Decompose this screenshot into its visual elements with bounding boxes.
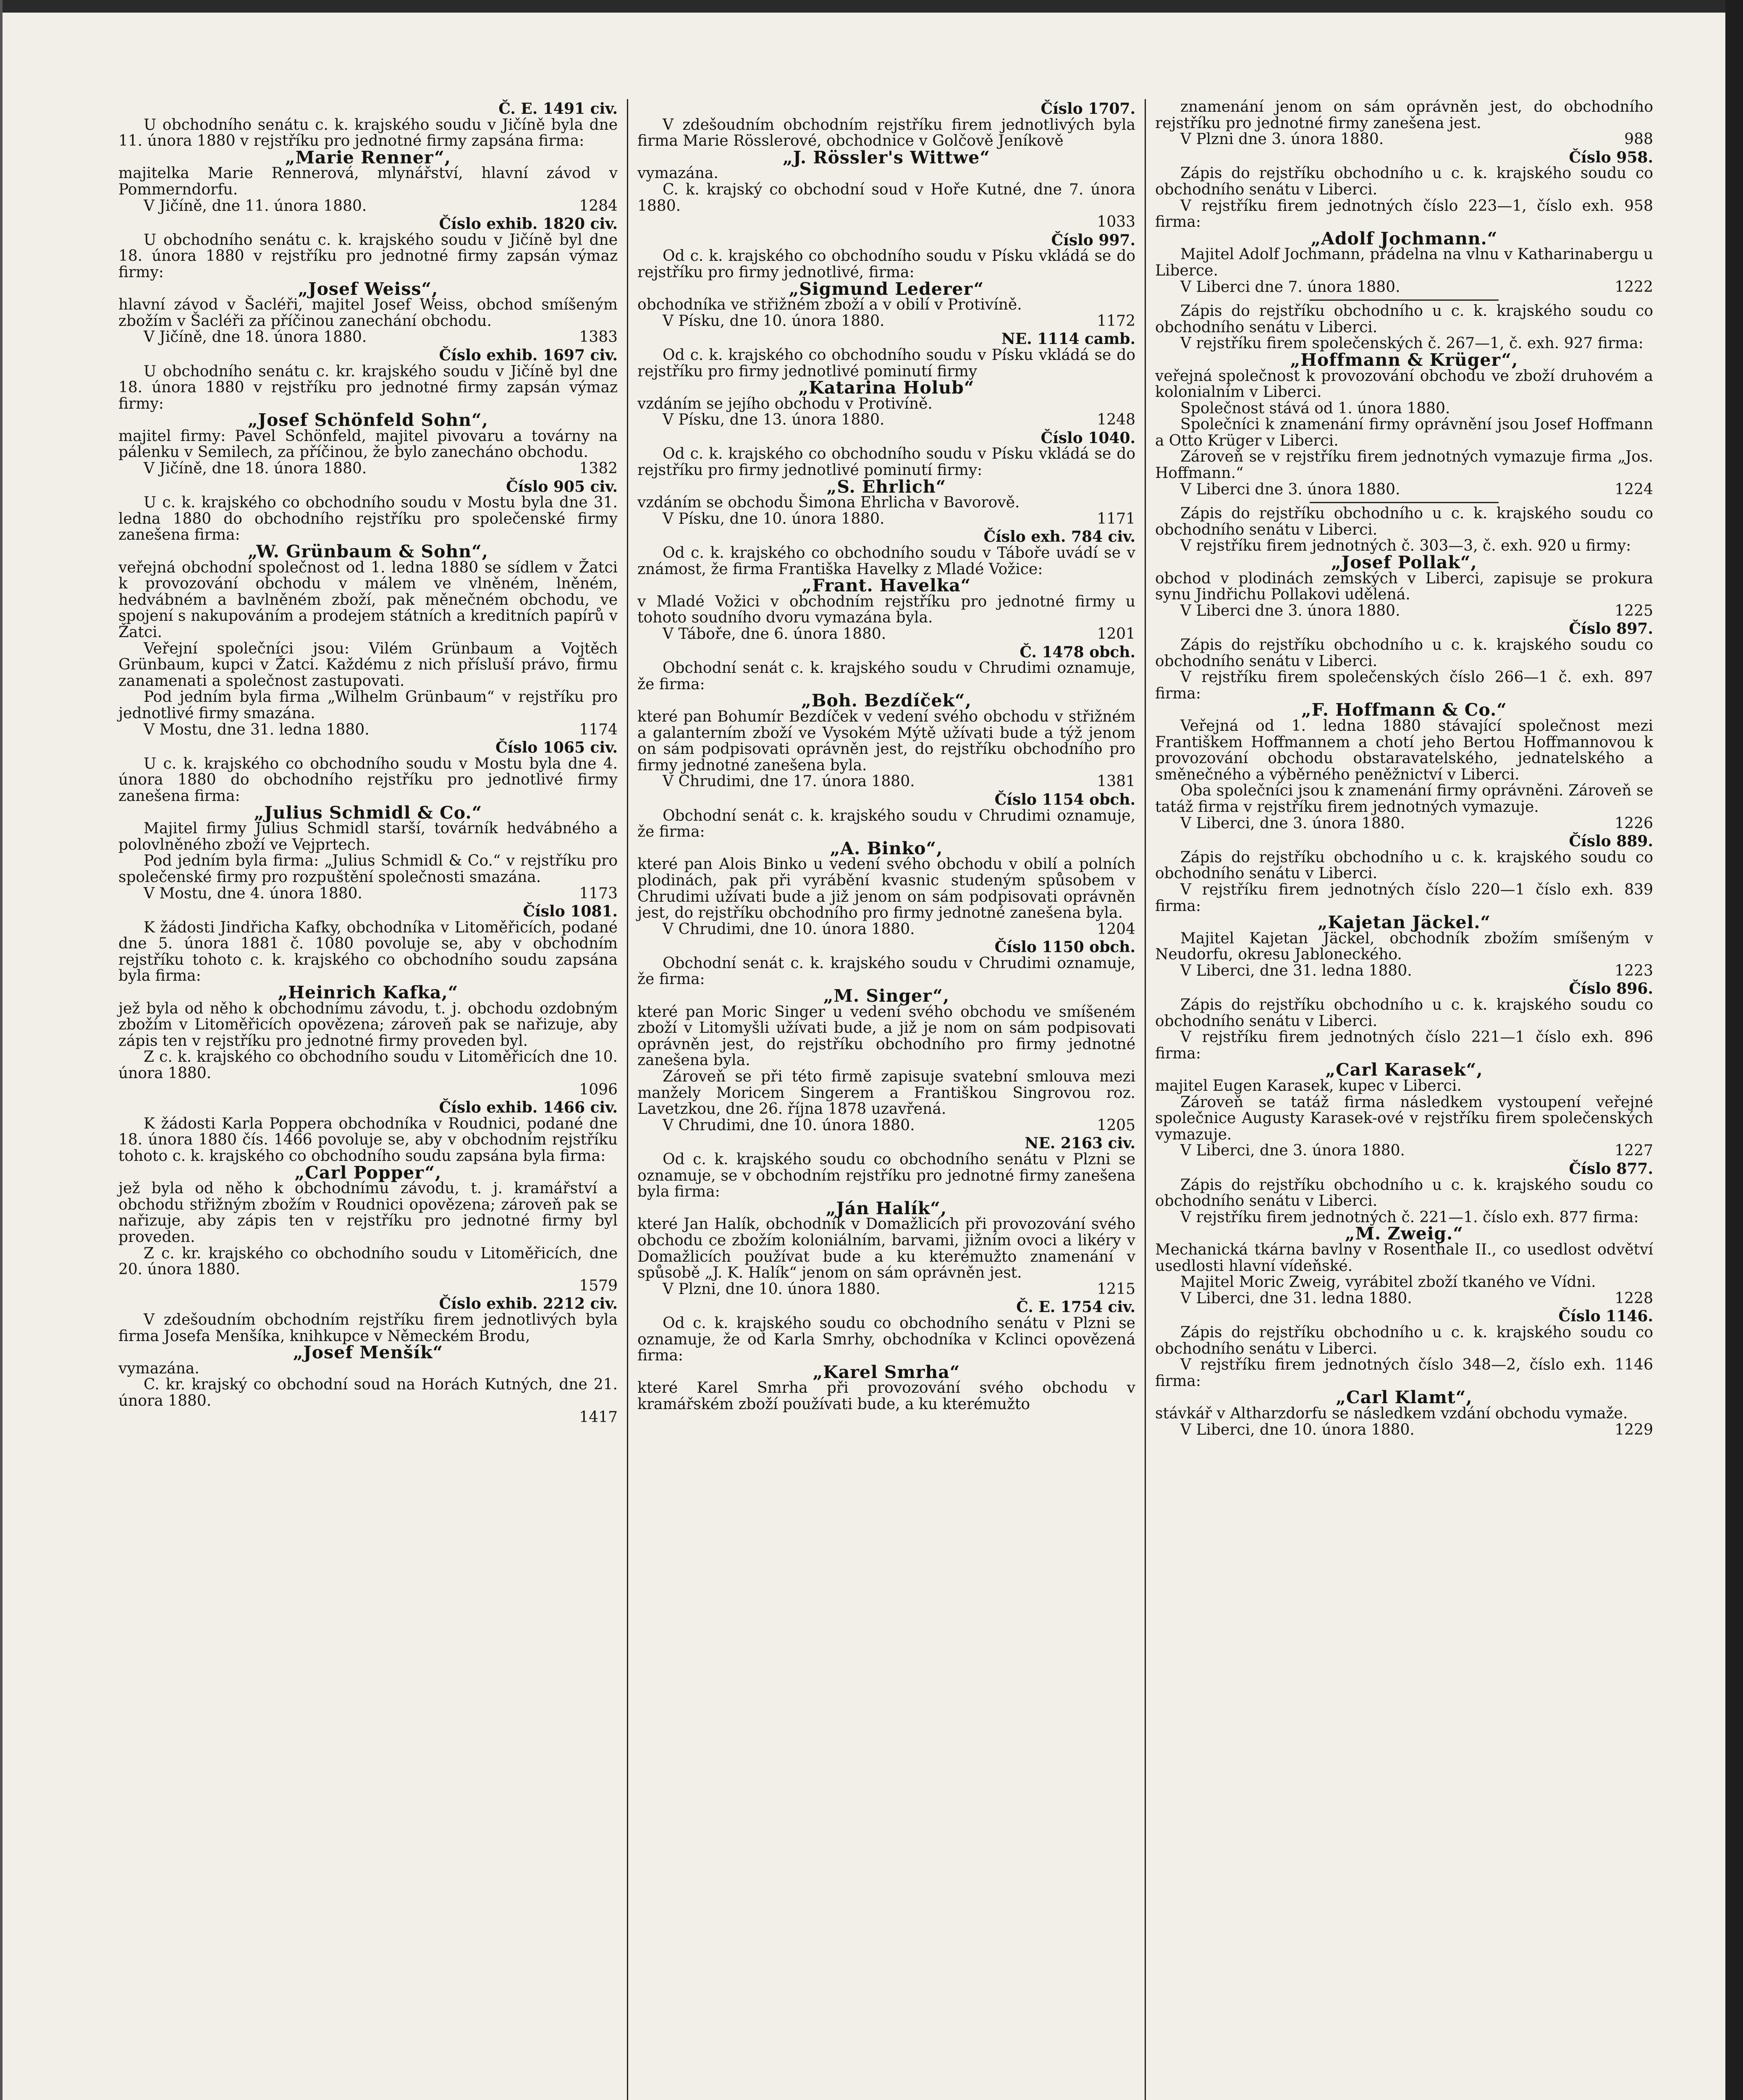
firm-name: „Marie Renner“, [285, 147, 451, 168]
reference-number: 1222 [1615, 278, 1653, 296]
scan-right-border [1725, 0, 1743, 2100]
entry-text: Majitel Adolf Jochmann, přádelna na vlnu v Katharinabergu u Liberce. [1155, 246, 1653, 279]
entry-text: veřejná obchodní společnost od 1. ledna 1880 se sídlem v Žatci k provozování obchodu v málem ve vlněném, lněném, hedvábném a bavlněném zboží, pak měnečném obchodu, ve spojení s nakupováním a prodejem státních a kreditních papírů v Žatci. [118, 559, 618, 641]
reference-number: 1224 [1615, 480, 1653, 498]
reference-number: 1033 [1097, 213, 1135, 231]
column-1 [109, 99, 627, 2100]
entry-text: C. kr. krajský co obchodní soud na Horách Kutných, dne 21. února 1880. [118, 1376, 618, 1410]
entry-text: jež byla od něho k obchodnímu závodu, t. j. obchodu ozdobným zbožím v Litoměřicích opovězena; zároveň pak se nařizuje, aby zápis ten v rejstříku pro jednotné firmy proveden byl. [118, 1000, 618, 1050]
place-date: V Liberci, dne 10. února 1880. [1180, 1421, 1415, 1438]
entry-signature [118, 461, 618, 477]
entry-paragraph: Od c. k. krajského co obchodního soudu v Písku vkládá se do rejstříku pro firmy jednotlivé, firma: [637, 247, 1135, 281]
entry-text: které Jan Halík, obchodník v Domažlicích při provozování svého obchodu ce zbožím koloniálním, barvami, jižním ovoci a likéry v Domažlicích používat bude a ku kterémužto znamenání v spůsobě „J. K. Halík“ jenom on sám oprávněn jest. [637, 1215, 1135, 1282]
firm-name: „Josef Menšík“ [293, 1342, 443, 1363]
firm-name: „Sigmund Lederer“ [789, 278, 984, 299]
firm-name: „Carl Karasek“, [1325, 1060, 1483, 1080]
column-3 [1145, 99, 1662, 2100]
firm-name: „Carl Klamt“, [1336, 1387, 1473, 1408]
scan-top-border [0, 0, 1743, 13]
entry-signature [1155, 482, 1653, 498]
entry-signature [118, 198, 618, 215]
entry-number: Číslo exhib. 2212 civ. [439, 1295, 618, 1313]
entry-paragraph: Zápis do rejstříku obchodního u c. k. krajského soudu co obchodního senátu v Liberci. [1155, 165, 1653, 198]
reference-number: 1229 [1615, 1421, 1653, 1438]
entry-number: Číslo 997. [1051, 231, 1135, 249]
entry-paragraph: V rejstříku firem jednotných č. 303—3, č. exh. 920 u firmy: [1180, 537, 1631, 555]
entry-paragraph: Zápis do rejstříku obchodního u c. k. krajského soudu co obchodního senátu v Liberci. [1155, 848, 1653, 882]
entry-signature [637, 214, 1135, 231]
entry-number: Číslo 1150 obch. [994, 938, 1135, 956]
reference-number: 1226 [1615, 814, 1653, 832]
reference-number: 988 [1624, 131, 1653, 148]
place-date: V Táboře, dne 6. února 1880. [663, 625, 886, 643]
firm-name: „Boh. Bezdíček“, [801, 690, 972, 711]
entry-number: Č. 1478 obch. [1020, 643, 1135, 661]
reference-number: 1382 [579, 460, 618, 478]
entry-number: Číslo 897. [1569, 620, 1653, 638]
entry-signature [118, 1410, 618, 1426]
firm-name: „Julius Schmidl & Co.“ [254, 802, 482, 823]
firm-name: „Karel Smrha“ [813, 1362, 960, 1382]
entry-signature [637, 511, 1135, 528]
entry-paragraph: Zápis do rejstříku obchodního u c. k. krajského soudu co obchodního senátu v Liberci. [1155, 996, 1653, 1030]
entry-text: Majitel Kajetan Jäckel, obchodník zbožím smíšeným v Neudorfu, okresu Jabloneckého. [1155, 929, 1653, 963]
firm-name: „Heinrich Kafka,“ [278, 982, 459, 1003]
firm-name: „Katarina Holub“ [798, 378, 975, 398]
place-date: V Písku, dne 10. února 1880. [663, 312, 885, 330]
entry-text: které pan Bohumír Bezdíček v vedení svého obchodu v střižném a galanterním zboží ve Vysokém Mýtě užívati bude a týž jenom on sám podpisovati oprávněn jest, do rejstříku obchodního pro firmy jednotné zanešena byla. [637, 708, 1135, 774]
entry-number: Číslo 889. [1569, 832, 1653, 850]
firm-name: „A. Binko“, [830, 838, 943, 858]
reference-number: 1096 [579, 1081, 618, 1098]
entry-paragraph: Obchodní senát c. k. krajského soudu v Chrudimi oznamuje, že firma: [637, 954, 1135, 988]
entry-text: stávkář v Altharzdorfu se následkem vzdání obchodu vymaže. [1155, 1404, 1628, 1422]
firm-name: „W. Grünbaum & Sohn“, [248, 541, 488, 562]
reference-number: 1579 [579, 1277, 618, 1294]
entry-signature [637, 626, 1135, 643]
reference-number: 1227 [1615, 1142, 1653, 1160]
entry-paragraph: V rejstříku firem jednotných číslo 223—1, číslo exh. 958 firma: [1155, 197, 1653, 231]
firm-name: „S. Ehrlich“ [826, 476, 946, 497]
entry-text: obchodníka ve střižném zboží a v obilí v Protivíně. [637, 296, 1022, 314]
firm-name: „Hoffmann & Krüger“, [1290, 349, 1518, 370]
entry-number: Č. E. 1754 civ. [1016, 1298, 1135, 1316]
firm-name: „J. Rössler's Wittwe“ [783, 147, 990, 168]
reference-number: 1201 [1097, 625, 1135, 643]
entry-signature [1155, 1291, 1653, 1307]
entry-number: Číslo 1065 civ. [495, 739, 618, 757]
scan-left-border [0, 0, 3, 2100]
place-date: V Jičíně, dne 18. února 1880. [144, 460, 367, 478]
entry-text: Pod jedním byla firma: „Julius Schmidl & Co.“ v rejstříku pro společenské firmy pro rozpuštění společnosti smazána. [118, 852, 618, 886]
entry-number: Číslo 1040. [1041, 429, 1135, 447]
entry-signature [637, 1118, 1135, 1134]
entry-signature [1155, 131, 1653, 148]
entry-paragraph: V rejstříku firem jednotných číslo 348—2, číslo exh. 1146 firma: [1155, 1356, 1653, 1390]
reference-number: 1171 [1097, 510, 1135, 528]
entry-paragraph: Od c. k. krajského co obchodního soudu v Písku vkládá se do rejstříku pro firmy jednotlivé pominutí firmy [637, 346, 1135, 380]
entry-paragraph: Zápis do rejstříku obchodního u c. k. krajského soudu co obchodního senátu v Liberci. [1155, 1176, 1653, 1210]
entry-number: NE. 2163 civ. [1025, 1134, 1135, 1152]
place-date: V Jičíně, dne 18. února 1880. [144, 328, 367, 346]
entry-number: Číslo exhib. 1466 civ. [439, 1099, 618, 1117]
reference-number: 1383 [579, 328, 618, 346]
entry-paragraph: V zdešoudním obchodním rejstříku firem jednotlivých byla firma Marie Rösslerové, obchodnice v Golčově Jeníkově [637, 116, 1135, 150]
entry-number: Číslo exhib. 1820 civ. [439, 215, 618, 233]
firm-name: „Carl Popper“, [294, 1162, 442, 1183]
reference-number: 1172 [1097, 312, 1135, 330]
entry-text: veřejná společnost k provozování obchodu ve zboží druhovém a kolonialním v Liberci. [1155, 367, 1653, 401]
place-date: V Plzni dne 3. února 1880. [1180, 131, 1384, 148]
entry-signature [118, 1278, 618, 1294]
entry-text: Mechanická tkárna bavlny v Rosenthale II., co usedlost odvětví usedlosti hlavní vídeňské. [1155, 1241, 1653, 1275]
reference-number: 1284 [579, 197, 618, 215]
entry-text: Z c. kr. krajského co obchodního soudu v Litoměřicích, dne 20. února 1880. [118, 1244, 618, 1278]
place-date: V Mostu, dne 31. ledna 1880. [144, 721, 370, 738]
entry-signature [118, 329, 618, 346]
entry-text: které pan Alois Binko u vedení svého obchodu v obilí a polních plodinách, pak při vyrábění kvasnic studeným spůsobem v Chrudimi užívati bude a již jenom on sám podpisovati oprávněn jest, do rejstříku obchodního pro firmy jednotné zanešena byla. [637, 856, 1135, 922]
entry-signature [637, 313, 1135, 330]
firm-name: „Ján Halík“, [826, 1198, 947, 1218]
place-date: V Jičíně, dne 11. února 1880. [144, 197, 367, 215]
entry-number: Číslo 877. [1569, 1160, 1653, 1178]
place-date: V Liberci, dne 3. února 1880. [1180, 814, 1405, 832]
entry-paragraph: V rejstříku firem jednotných číslo 220—1 číslo exh. 839 firma: [1155, 881, 1653, 915]
entry-text: které Karel Smrha při provozování svého obchodu v kramářském zboží používati bude, a ku kterémužto [637, 1379, 1135, 1413]
entry-text: C. k. krajský co obchodní soud v Hoře Kutné, dne 7. února 1880. [637, 181, 1135, 215]
entry-paragraph: K žádosti Karla Poppera obchodníka v Roudnici, podané dne 18. února 1880 čís. 1466 povoluje se, aby v obchodním rejstříku tohoto c. k. krajského co obchodního soudu zapsána byla firma: [118, 1115, 618, 1165]
entry-text: Zároveň se tatáž firma následkem vystoupení veřejné společnice Augusty Karasek-ové v rejstříku firem společenských vymazuje. [1155, 1093, 1653, 1143]
reference-number: 1215 [1097, 1280, 1135, 1298]
entry-paragraph: Zápis do rejstříku obchodního u c. k. krajského soudu co obchodního senátu v Liberci. [1155, 1323, 1653, 1357]
entry-signature [1155, 1143, 1653, 1159]
entry-text: Oba společníci jsou k znamenání firmy oprávněni. Zároveň se tatáž firma v rejstříku firem jednotných vymazuje. [1155, 782, 1653, 816]
reference-number: 1205 [1097, 1116, 1135, 1134]
entry-paragraph: U obchodního senátu c. kr. krajského soudu v Jičíně byl dne 18. února 1880 v rejstříku pro jednotné firmy zapsán výmaz firmy: [118, 362, 618, 412]
reference-number: 1228 [1615, 1289, 1653, 1307]
reference-number: 1248 [1097, 411, 1135, 429]
place-date: V Liberci dne 3. února 1880. [1180, 602, 1400, 620]
entry-signature [118, 886, 618, 902]
entry-signature [637, 412, 1135, 428]
place-date: V Chrudimi, dne 10. února 1880. [663, 920, 915, 938]
place-date: V Chrudimi, dne 10. února 1880. [663, 1116, 915, 1134]
entry-paragraph: V rejstříku firem společenských č. 267—1, č. exh. 927 firma: [1180, 335, 1643, 352]
entry-text: hlavní závod v Šacléři, majitel Josef Weiss, obchod smíšeným zbožím v Šacléři za příčinou zanechání obchodu. [118, 296, 618, 330]
entry-paragraph: V rejstříku firem společenských číslo 266—1 č. exh. 897 firma: [1155, 669, 1653, 702]
reference-number: 1173 [579, 885, 618, 902]
entry-paragraph: U c. k. krajského co obchodního soudu v Mostu byla dne 31. ledna 1880 do obchodního rejstříku pro společenské firmy zanešena firma: [118, 494, 618, 544]
entry-paragraph: Zápis do rejstříku obchodního u c. k. krajského soudu co obchodního senátu v Liberci. [1155, 302, 1653, 336]
entry-number: Číslo 1081. [523, 903, 618, 921]
entry-paragraph: Od c. k. krajského soudu co obchodního senátu v Plzni se oznamuje, že od Karla Smrhy, obchodníka v Kclinci opovězená firma: [637, 1314, 1135, 1365]
place-date: V Mostu, dne 4. února 1880. [144, 885, 362, 902]
entry-number: NE. 1114 camb. [1001, 330, 1135, 348]
entry-text: Z c. k. krajského co obchodního soudu v Litoměřicích dne 10. února 1880. [118, 1048, 618, 1082]
firm-name: „Josef Schönfeld Sohn“, [248, 410, 488, 430]
reference-number: 1225 [1615, 602, 1653, 620]
entry-number: Číslo 896. [1569, 980, 1653, 998]
entry-text: Společníci k znamenání firmy oprávnění jsou Josef Hoffmann a Otto Krüger v Liberci. [1155, 416, 1653, 449]
entry-signature [118, 1082, 618, 1098]
entry-paragraph: Od c. k. krajského soudu co obchodního senátu v Plzni se oznamuje, se v obchodním rejstříku pro jednotné firmy zanešena byla firma: [637, 1151, 1135, 1201]
entry-number: Číslo 1154 obch. [994, 790, 1135, 808]
firm-name: „Kajetan Jäckel.“ [1317, 912, 1491, 933]
entry-text: Veřejní společníci jsou: Vilém Grünbaum a Vojtěch Grünbaum, kupci v Žatci. Každému z nich přísluší právo, firmu zanamenati a společnost zastupovati. [118, 640, 618, 690]
entry-text: Zároveň se při této firmě zapisuje svatební smlouva mezi manžely Moricem Singerem a Františkou Singrovou roz. Lavetzkou, dne 26. října 1878 uzavřená. [637, 1068, 1135, 1118]
entry-signature [1155, 963, 1653, 979]
entry-paragraph: V zdešoudním obchodním rejstříku firem jednotlivých byla firma Josefa Menšíka, knihkupce v Německém Brodu, [118, 1311, 618, 1345]
entry-text: Zároveň se v rejstříku firem jednotných vymazuje firma „Jos. Hoffmann.“ [1155, 448, 1653, 482]
entry-paragraph: Zápis do rejstříku obchodního u c. k. krajského soudu co obchodního senátu v Liberci. [1155, 505, 1653, 538]
reference-number: 1174 [579, 721, 618, 738]
firm-name: „Josef Weiss“, [298, 278, 438, 299]
place-date: V Liberci, dne 31. ledna 1880. [1180, 962, 1412, 979]
entry-text: Majitel firmy Julius Schmidl starší, továrník hedvábného a polovlněného zboží ve Vejprtech. [118, 820, 618, 853]
firm-name: „Josef Pollak“, [1331, 552, 1477, 573]
entry-paragraph: Od c. k. krajského co obchodního soudu v Písku vkládá se do rejstříku pro firmy jednotlivé pominutí firmy: [637, 445, 1135, 479]
place-date: V Chrudimi, dne 17. února 1880. [663, 773, 915, 790]
entry-text: vymazána. [637, 165, 718, 182]
entry-paragraph: Od c. k. krajského co obchodního soudu v Táboře uvádí se v známost, že firma Františka Havelky z Mladé Vožice: [637, 544, 1135, 578]
entry-number: Číslo 1707. [1041, 100, 1135, 118]
entry-paragraph: U obchodního senátu c. k. krajského soudu v Jičíně byla dne 11. února 1880 v rejstříku pro jednotné firmy zapsána firma: [118, 116, 618, 150]
firm-name: „Frant. Havelka“ [802, 575, 971, 596]
entry-paragraph: znamenání jenom on sám oprávněn jest, do obchodního rejstříku pro jednotné firmy zanešena jest. [1155, 99, 1653, 132]
entry-signature [637, 1281, 1135, 1298]
entry-text: Veřejná od 1. ledna 1880 stávající společnost mezi Františkem Hoffmannem a chotí jeho Bertou Hoffmannovou k provozování obchodu obstaravatelského, jednatelského a směnečného a výběrného peněžnictví v Liberci. [1155, 717, 1653, 783]
entry-text: vzdáním se obchodu Šimona Ehrlicha v Bavorově. [637, 494, 1020, 512]
reference-number: 1381 [1097, 773, 1135, 790]
entry-signature [1155, 1422, 1653, 1438]
entry-paragraph: Obchodní senát c. k. krajského soudu v Chrudimi oznamuje, že firma: [637, 807, 1135, 841]
place-date: V Liberci, dne 31. ledna 1880. [1180, 1289, 1412, 1307]
entry-paragraph: U c. k. krajského co obchodního soudu v Mostu byla dne 4. února 1880 do obchodního rejstříku pro jednotlivé firmy zanešena firma: [118, 755, 618, 805]
entry-signature [1155, 603, 1653, 620]
place-date: V Liberci, dne 3. února 1880. [1180, 1142, 1405, 1160]
entry-text: v Mladé Vožici v obchodním rejstříku pro jednotné firmy u tohoto soudního dvoru vymazána byla. [637, 593, 1135, 627]
reference-number: 1204 [1097, 920, 1135, 938]
newspaper-page [109, 99, 1663, 2100]
entry-number: Číslo exhib. 1697 civ. [439, 346, 618, 364]
entry-number: Č. E. 1491 civ. [498, 100, 618, 118]
entry-paragraph: K žádosti Jindřicha Kafky, obchodníka v Litoměřicích, podané dne 5. února 1881 č. 1080 povoluje se, aby v obchodním rejstříku tohoto c. k. krajského co obchodního soudu zapsána byla firma: [118, 919, 618, 985]
entry-paragraph: V rejstříku firem jednotných číslo 221—1 číslo exh. 896 firma: [1155, 1029, 1653, 1062]
entry-paragraph: V rejstříku firem jednotných č. 221—1. číslo exh. 877 firma: [1180, 1208, 1639, 1226]
entry-text: vzdáním se jejího obchodu v Protivíně. [637, 395, 933, 412]
entry-number: Číslo 1146. [1558, 1307, 1653, 1326]
column-2 [627, 99, 1145, 2100]
entry-paragraph: Obchodní senát c. k. krajského soudu v Chrudimi oznamuje, že firma: [637, 659, 1135, 693]
entry-text: které pan Moric Singer u vedení svého obchodu ve smíšeném zboží v Litomyšli užívati bude, a již je nom on sám podpisovati oprávněn jest, do rejstříku obchodního pro firmy jednotné zanešena byla. [637, 1003, 1135, 1069]
entry-signature [1155, 279, 1653, 296]
entry-text: Společnost stává od 1. února 1880. [1180, 399, 1450, 417]
entry-text: Majitel Moric Zweig, vyrábitel zboží tkaného ve Vídni. [1180, 1273, 1596, 1291]
entry-number: Číslo exh. 784 civ. [983, 528, 1135, 546]
entry-text: Pod jedním byla firma „Wilhelm Grünbaum“ v rejstříku pro jednotlivé firmy smazána. [118, 688, 618, 722]
entry-text: jež byla od něho k obchodnímu závodu, t. j. kramářství a obchodu střižným zbožím v Roudnici opovězena; zároveň pak se nařizuje, aby zápis ten v rejstříku pro jednotné firmy byl proveden. [118, 1180, 618, 1246]
place-date: V Liberci dne 3. února 1880. [1180, 480, 1400, 498]
place-date: V Písku, dne 10. února 1880. [663, 510, 885, 528]
entry-paragraph: Zápis do rejstříku obchodního u c. k. krajského soudu co obchodního senátu v Liberci. [1155, 636, 1653, 670]
entry-text: obchod v plodinách zemských v Liberci, zapisuje se prokura synu Jindřichu Pollakovi udělená. [1155, 570, 1653, 604]
entry-text: majitelka Marie Rennerová, mlynářství, hlavní závod v Pommerndorfu. [118, 165, 618, 198]
reference-number: 1417 [579, 1408, 618, 1426]
place-date: V Plzni, dne 10. února 1880. [663, 1280, 881, 1298]
entry-divider [1310, 299, 1499, 301]
entry-divider [1310, 502, 1499, 503]
place-date: V Liberci dne 7. února 1880. [1180, 278, 1400, 296]
entry-text: vymazána. [118, 1360, 199, 1377]
entry-paragraph: U obchodního senátu c. k. krajského soudu v Jičíně byl dne 18. února 1880 v rejstříku pro jednotné firmy zapsán výmaz firmy: [118, 231, 618, 281]
firm-name: „M. Zweig.“ [1345, 1223, 1463, 1244]
entry-signature [118, 722, 618, 738]
entry-number: Číslo 958. [1569, 148, 1653, 166]
entry-number: Číslo 905 civ. [506, 478, 618, 496]
entry-text: majitel firmy: Pavel Schönfeld, majitel pivovaru a továrny na pálenku v Semilech, za příčinou, že bylo zanecháno obchodu. [118, 427, 618, 461]
firm-name: „F. Hoffmann & Co.“ [1301, 700, 1507, 720]
entry-signature [637, 774, 1135, 790]
firm-name: „Adolf Jochmann.“ [1311, 228, 1498, 249]
entry-signature [1155, 816, 1653, 832]
entry-signature [637, 921, 1135, 938]
place-date: V Písku, dne 13. února 1880. [663, 411, 885, 429]
entry-text: majitel Eugen Karasek, kupec v Liberci. [1155, 1077, 1462, 1095]
firm-name: „M. Singer“, [823, 986, 950, 1006]
reference-number: 1223 [1615, 962, 1653, 979]
